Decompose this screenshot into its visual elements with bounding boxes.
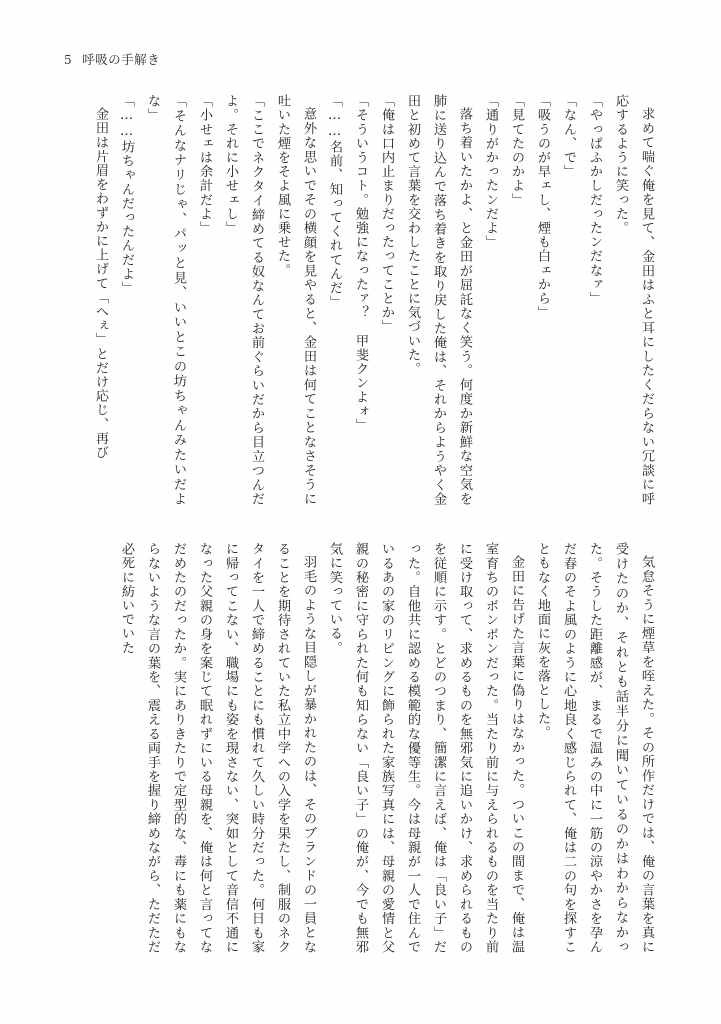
paragraph: 「俺は口内止まりだったってことか」 (379, 94, 394, 334)
paragraph: 「……坊ちゃんだったんだよ」 (119, 94, 134, 295)
paragraph: 「なん、で」 (561, 94, 576, 179)
paragraph: 「通りがかったンだよ」 (483, 94, 498, 250)
paragraph: 金田に告げた言葉に偽りはなかった。ついこの間まで、俺は温室育ちのボンボンだった。当たり前に与えられるものを当たり前に受け取って、求めるものを無邪気に追いかけ、求められるものを従順に示す。とどのつまり、簡潔に言えば、俺は「良い子」だった。自他共に認める模範的な優等生。今は母親が一人で住んでいるあの家のリビングに飾られた家族写真には、母親の愛情と父親の秘密に守られた何も知らない「良い子」の俺が、今でも無邪気に笑っている。 (327, 542, 524, 954)
paragraph: 「小せェは余計だよ」 (197, 94, 212, 235)
paragraph: 「そういうコト。勉強になったァ？ 甲斐クンよォ」 (353, 94, 368, 433)
paragraph: 金田は片眉をわずかに上げて「へぇ」とだけ応じ、再び (93, 107, 108, 460)
paragraph: 「吸うのが早ェし、煙も白ェから」 (535, 94, 550, 320)
paragraph: 「ここでネクタイ締めてる奴なんてお前ぐらいだから目立つんだよ。それに小せェし」 (223, 94, 264, 506)
paragraph: 求めて喘ぐ俺を見て、金田はふと耳にしたくだらない冗談に呼応するように笑った。 (613, 94, 654, 506)
paragraph: 「見てたのかよ」 (509, 94, 524, 207)
text-block-lower (99, 542, 659, 954)
paragraph: 羽毛のような目隠しが暴かれたのは、そのブランドの一員となることを期待されていた私立中学への入学を果たし、制服のネクタイを一人で締めることにも慣れて久しい時分だった。何日も家に帰ってこない、職場にも姿を現さない、突如として音信不通になった父親の身を案じて眠れずにいる母親を、俺は何と言ってなだめたのだったか。実にありきたりで定型的な、毒にも薬にもならないような言の葉を、震える両手を握り締めながら、ただただ必死に紡いでいた (119, 542, 316, 954)
paragraph: 意外な思いでその横顔を見やると、金田は何てことなさそうに吐いた煙をそよ風に乗せた。 (275, 94, 316, 506)
paragraph: 「やっぱふかしだったンだなァ」 (587, 94, 602, 306)
paragraph: 「そんなナリじゃ、パッと見、いいとこの坊ちゃんみたいだよな」 (145, 94, 186, 506)
page-folio-number: 5 (64, 53, 73, 67)
paragraph: 「……名前、知ってくれてんだ」 (327, 94, 342, 310)
chapter-title: 呼吸の手解き (82, 52, 161, 67)
paragraph: 落ち着いたかよ、と金田が屈託なく笑う。何度か新鮮な空気を肺に送り込んで落ち着きを取り戻した俺は、それからようやく金田と初めて言葉を交わしたことに気づいた。 (405, 94, 472, 506)
text-block-upper (93, 94, 659, 506)
paragraph: 気怠そうに煙草を咥えた。その所作だけでは、俺の言葉を真に受けたのか、それとも話半分に聞いているのかはわからなかった。そうした距離感が、まるで温みの中に一筋の涼やかさを孕んだ春のそよ風のように心地良く感じられて、俺は二の句を探すこともなく地面に灰を落とした。 (535, 542, 654, 954)
running-head (64, 50, 160, 68)
